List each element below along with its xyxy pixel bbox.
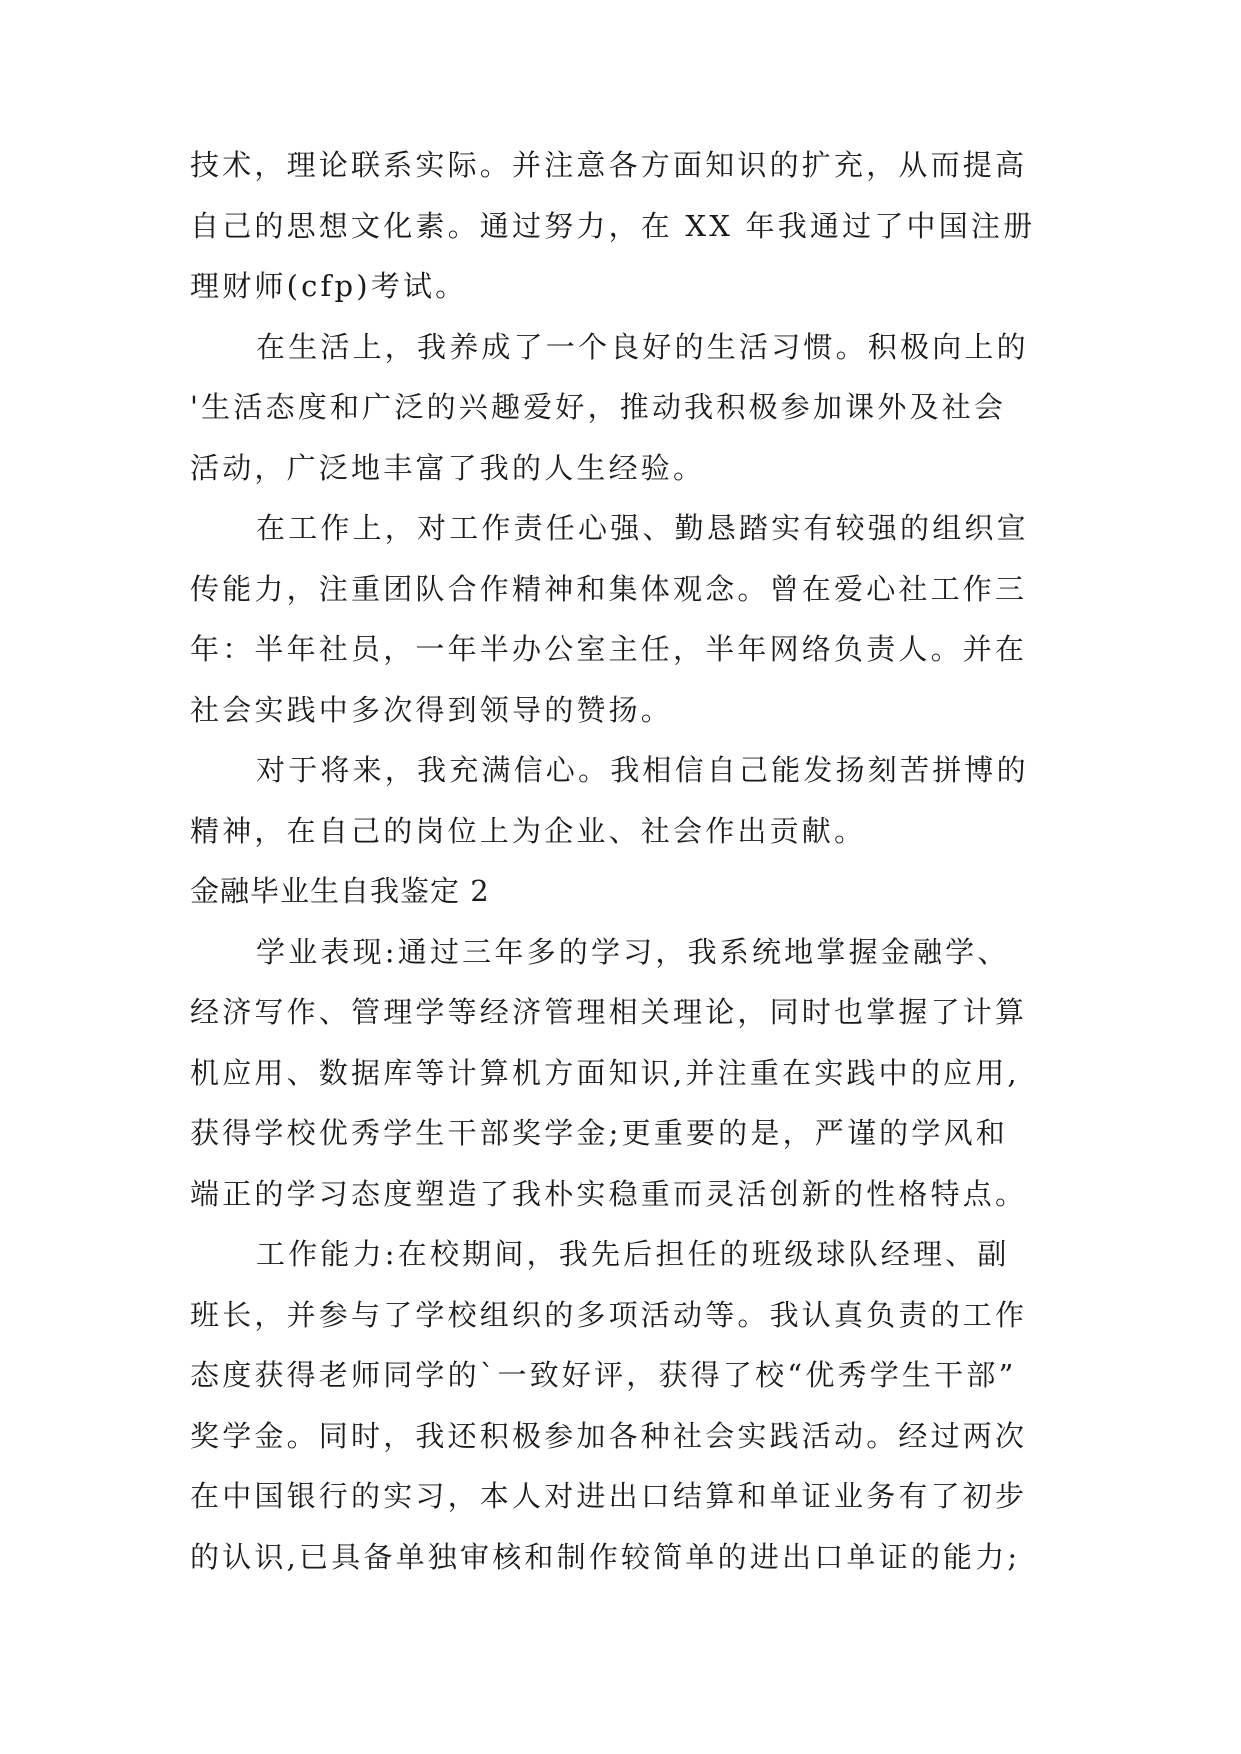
text-line: '生活态度和广泛的兴趣爱好，推动我积极参加课外及社会 [190,390,1007,424]
paragraph-first-line: 在生活上，我养成了一个良好的生活习惯。积极向上的 [256,329,1029,364]
text-line: 获得学校优秀学生干部奖学金;更重要的是，严谨的学风和 [190,1116,1008,1150]
text-line: 年：半年社员，一年半办公室主任，半年网络负责人。并在 [190,632,1028,666]
text-line: 在中国银行的实习，本人对进出口结算和单证业务有了初步 [190,1479,1028,1513]
text-line: 活动，广泛地丰富了我的人生经验。 [190,450,706,485]
paragraph-first-line: 对于将来，我充满信心。我相信自己能发扬刻苦拼博的 [256,753,1029,787]
paragraph-first-line: 在工作上，对工作责任心强、勤恳踏实有较强的组织宣 [256,511,1029,545]
document-body [190,135,1060,1587]
text-line: 自己的思想文化素。通过努力，在 XX 年我通过了中国注册 [190,208,1036,243]
text-line: 理财师(cfp)考试。 [190,269,468,303]
text-line: 的认识,已具备单独审核和制作较简单的进出口单证的能力; [190,1539,1021,1574]
text-line: 技术，理论联系实际。并注意各方面知识的扩充，从而提高 [190,148,1028,182]
text-line: 奖学金。同时，我还积极参加各种社会实践活动。经过两次 [190,1418,1028,1453]
text-line: 机应用、数据库等计算机方面知识,并注重在实践中的应用, [190,1055,1020,1090]
text-line: 精神，在自己的岗位上为企业、社会作出贡献。 [190,813,867,848]
section-heading: 金融毕业生自我鉴定 2 [190,874,490,908]
text-line: 班长，并参与了学校组织的多项活动等。我认真负责的工作 [190,1297,1028,1332]
paragraph-first-line: 学业表现:通过三年多的学习，我系统地掌握金融学、 [256,934,1010,969]
text-line: 社会实践中多次得到领导的赞扬。 [190,692,674,727]
text-line: 经济写作、管理学等经济管理相关理论，同时也掌握了计算 [190,995,1028,1029]
text-line: 传能力，注重团队合作精神和集体观念。曾在爱心社工作三 [190,571,1028,606]
paragraph-first-line: 工作能力:在校期间，我先后担任的班级球队经理、副 [256,1237,1010,1271]
text-line: 态度获得老师同学的`一致好评，获得了校“优秀学生干部” [190,1358,1017,1392]
text-line: 端正的学习态度塑造了我朴实稳重而灵活创新的性格特点。 [190,1176,1028,1211]
